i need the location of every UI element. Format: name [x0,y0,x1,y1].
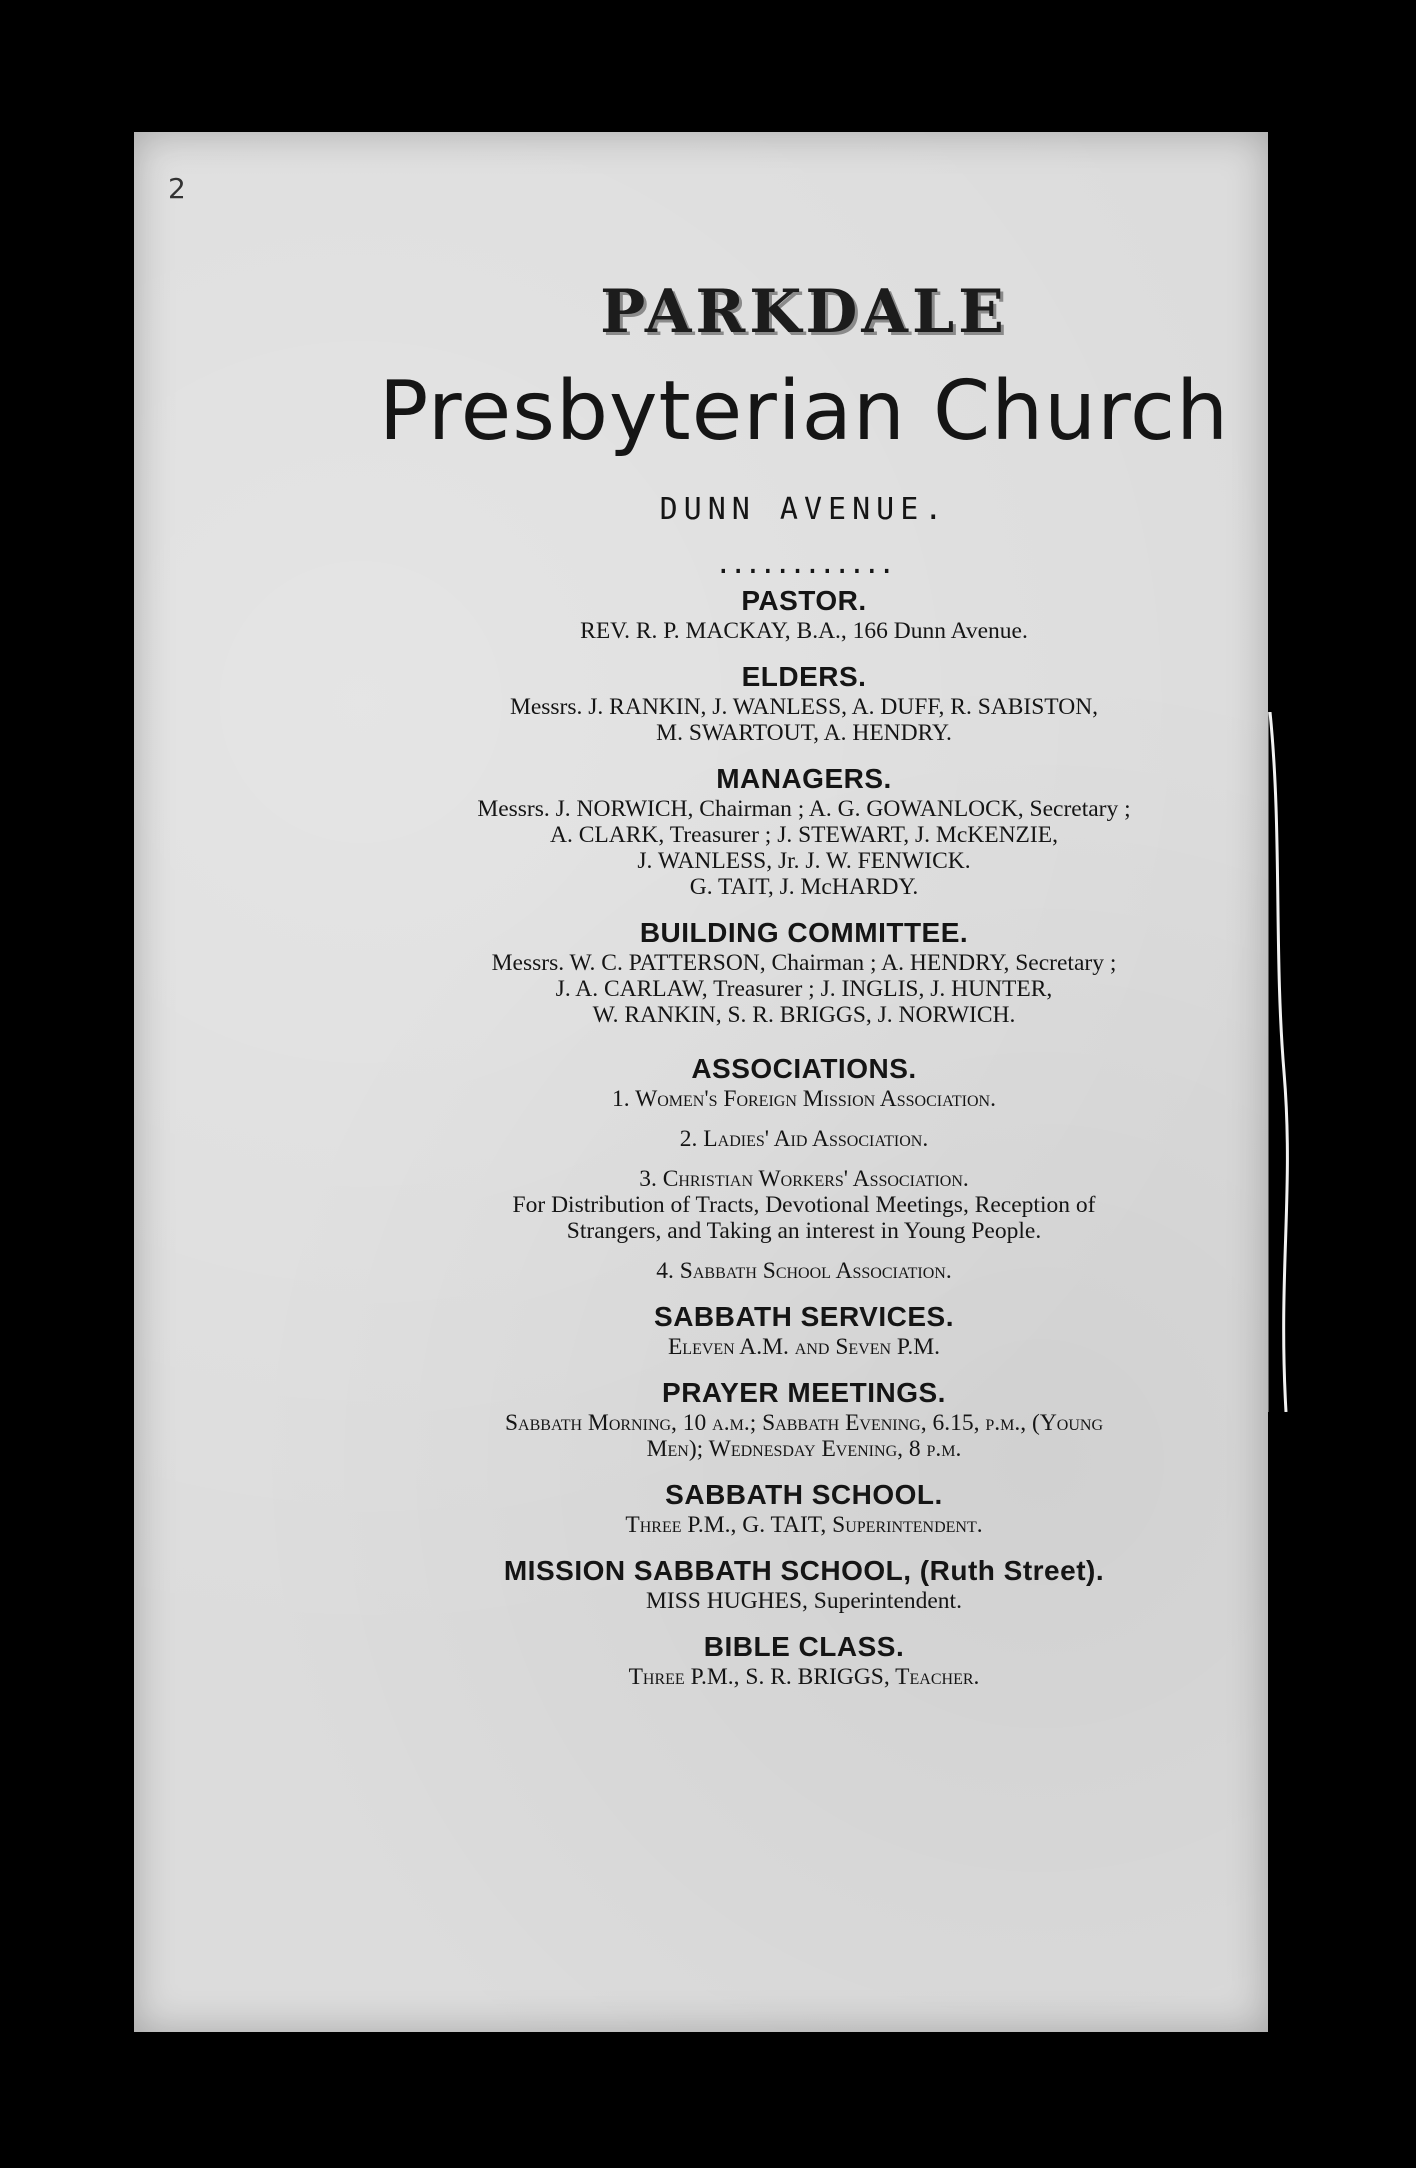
pastor-section [304,584,1304,644]
document-content [304,272,1304,1690]
managers-line-2: A. CLARK, Treasurer ; J. STEWART, J. McKENZIE, [550,822,1058,848]
managers-line-1: Messrs. J. NORWICH, Chairman ; A. G. GOWANLOCK, Secretary ; [477,796,1131,822]
sabbath-school-line: Three P.M., G. TAIT, Superintendent. [625,1512,983,1538]
sabbath-services-line: Eleven A.M. and Seven P.M. [667,1334,941,1360]
association-item-4: 4. Sabbath School Association. [656,1258,952,1284]
prayer-meetings-section [304,1376,1304,1462]
association-item-3: 3. Christian Workers' Association. [639,1166,969,1192]
bible-class-line: Three P.M., S. R. BRIGGS, Teacher. [628,1664,980,1690]
pastor-heading: PASTOR. [741,585,867,616]
association-item-3-desc-1: For Distribution of Tracts, Devotional Meetings, Reception of [512,1192,1096,1218]
associations-section [304,1052,1304,1284]
managers-heading: MANAGERS. [716,763,892,794]
building-committee-line-3: W. RANKIN, S. R. BRIGGS, J. NORWICH. [592,1002,1016,1028]
prayer-meetings-line-1: Sabbath Morning, 10 a.m.; Sabbath Evening, 6.15, p.m., (Young [504,1410,1104,1436]
managers-section [304,762,1304,900]
church-address: DUNN AVENUE. [659,492,949,527]
prayer-meetings-heading: PRAYER MEETINGS. [662,1377,946,1408]
building-committee-line-2: J. A. CARLAW, Treasurer ; J. INGLIS, J. HUNTER, [555,976,1053,1002]
managers-line-3: J. WANLESS, Jr. J. W. FENWICK. [637,848,971,874]
section-divider: ............ [714,547,894,580]
sabbath-school-heading: SABBATH SCHOOL. [665,1479,943,1510]
mission-sabbath-school-section [304,1554,1304,1614]
elders-line-1: Messrs. J. RANKIN, J. WANLESS, A. DUFF, R. SABISTON, [509,694,1099,720]
sabbath-services-section [304,1300,1304,1360]
managers-line-4: G. TAIT, J. McHARDY. [689,874,919,900]
elders-line-2: M. SWARTOUT, A. HENDRY. [656,720,952,746]
association-item-2: 2. Ladies' Aid Association. [679,1126,929,1152]
church-title-parkdale: PARKDALE [600,277,1008,347]
associations-heading: ASSOCIATIONS. [691,1053,917,1084]
bible-class-heading: BIBLE CLASS. [703,1631,905,1662]
building-committee-heading: BUILDING COMMITTEE. [639,917,969,948]
page-number-mark: 2 [168,172,186,205]
sabbath-services-heading: SABBATH SERVICES. [654,1301,954,1332]
church-title-name: Presbyterian Church [378,364,1230,459]
building-committee-line-1: Messrs. W. C. PATTERSON, Chairman ; A. HENDRY, Secretary ; [491,950,1117,976]
elders-section [304,660,1304,746]
bible-class-section [304,1630,1304,1690]
mission-sabbath-school-line: MISS HUGHES, Superintendent. [646,1588,962,1614]
association-item-3-desc-2: Strangers, and Taking an interest in Young People. [566,1218,1042,1244]
mission-sabbath-school-heading: MISSION SABBATH SCHOOL, (Ruth Street). [503,1555,1105,1586]
prayer-meetings-line-2: Men); Wednesday Evening, 8 p.m. [646,1436,962,1462]
elders-heading: ELDERS. [741,661,867,692]
building-committee-section [304,916,1304,1028]
sabbath-school-section [304,1478,1304,1538]
pastor-line: REV. R. P. MACKAY, B.A., 166 Dunn Avenue. [580,618,1028,644]
document-page [134,132,1268,2032]
association-item-1: 1. Women's Foreign Mission Association. [612,1086,996,1112]
